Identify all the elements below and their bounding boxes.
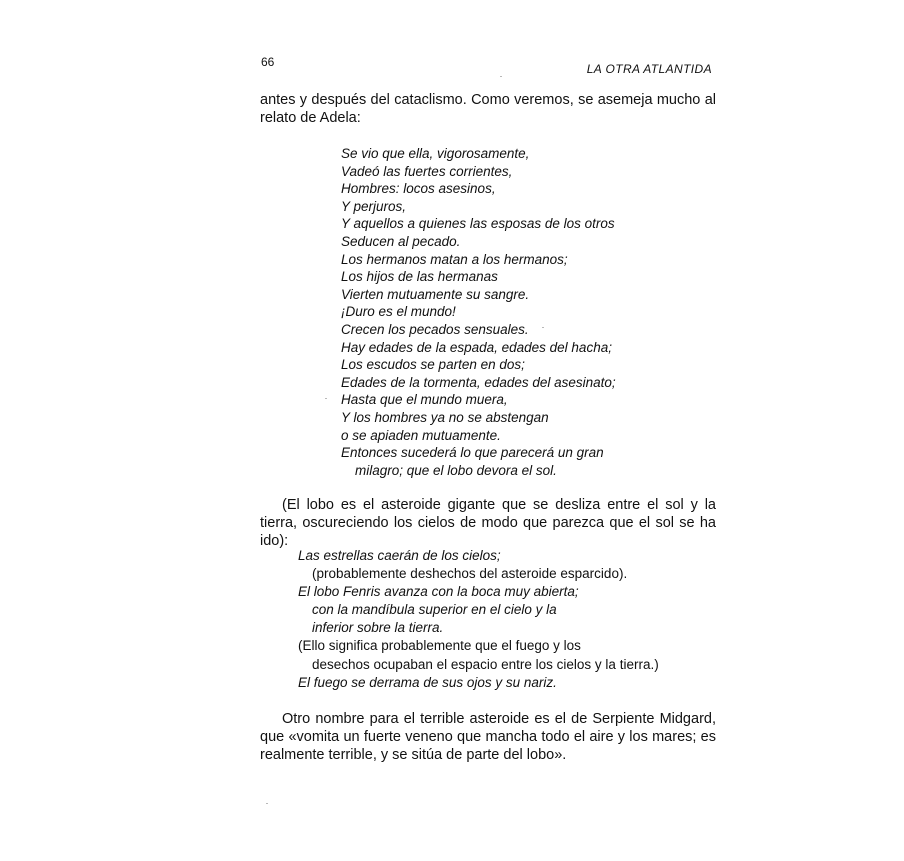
poem-line: Los hijos de las hermanas [341,269,498,285]
poem-quotation [341,145,616,479]
verse-quotation [298,547,659,692]
poem-line: Hay edades de la espada, edades del hacha; [341,339,612,355]
poem-line: ¡Duro es el mundo! [341,304,456,320]
scan-speck [542,327,544,328]
poem-line: Entonces sucederá lo que parecerá un gran [341,445,604,461]
poem-line: Y los hombres ya no se abstengan [341,409,549,425]
closing-paragraph-block [260,710,716,764]
verse-gloss-line: (Ello significa probablemente que el fuego y los [298,638,581,654]
poem-line: Vadeó las fuertes corrientes, [341,163,513,179]
poem-line: o se apiaden mutuamente. [341,427,501,443]
poem-line: Edades de la tormenta, edades del asesinato; [341,374,616,390]
closing-paragraph: Otro nombre para el terrible asteroide es el de Serpiente Midgard, que «vomita un fuerte veneno que mancha todo el aire y los mares; es realmente terrible, y se sitúa de parte del lobo». [260,711,716,763]
poem-line: Vierten mutuamente su sangre. [341,286,530,302]
commentary-paragraph-block [260,496,716,550]
scan-speck [325,398,327,399]
poem-line-continuation: milagro; que el lobo devora el sol. [355,462,557,478]
verse-gloss-line: desechos ocupaban el espacio entre los cielos y la tierra.) [312,656,659,672]
poem-line: Y perjuros, [341,198,407,214]
page-number: 66 [261,55,275,69]
poem-line: Hasta que el mundo muera, [341,392,508,408]
commentary-paragraph: (El lobo es el asteroide gigante que se desliza entre el sol y la tierra, oscureciendo los cielos de modo que parezca que el sol se ha ido): [260,497,716,549]
poem-line: Los hermanos matan a los hermanos; [341,251,568,267]
poem-line: Y aquellos a quienes las esposas de los otros [341,216,615,232]
verse-line: Las estrellas caerán de los cielos; [298,548,501,563]
verse-gloss-line: (probablemente deshechos del asteroide esparcido). [312,566,628,582]
poem-line: Los escudos se parten en dos; [341,357,525,373]
intro-paragraph-block [260,91,716,127]
intro-paragraph: antes y después del cataclismo. Como veremos, se asemeja mucho al relato de Adela: [260,92,716,126]
scan-speck [500,76,502,77]
poem-line: Seducen al pecado. [341,233,461,249]
poem-line: Crecen los pecados sensuales. [341,321,529,337]
verse-line: inferior sobre la tierra. [312,620,444,636]
poem-line: Hombres: locos asesinos, [341,181,496,197]
running-title: LA OTRA ATLANTIDA [586,62,712,76]
poem-line: Se vio que ella, vigorosamente, [341,146,530,161]
scan-speck [266,803,268,804]
verse-line: con la mandíbula superior en el cielo y la [312,602,557,618]
verse-line: El lobo Fenris avanza con la boca muy abierta; [298,584,579,600]
verse-line: El fuego se derrama de sus ojos y su nariz. [298,674,557,690]
